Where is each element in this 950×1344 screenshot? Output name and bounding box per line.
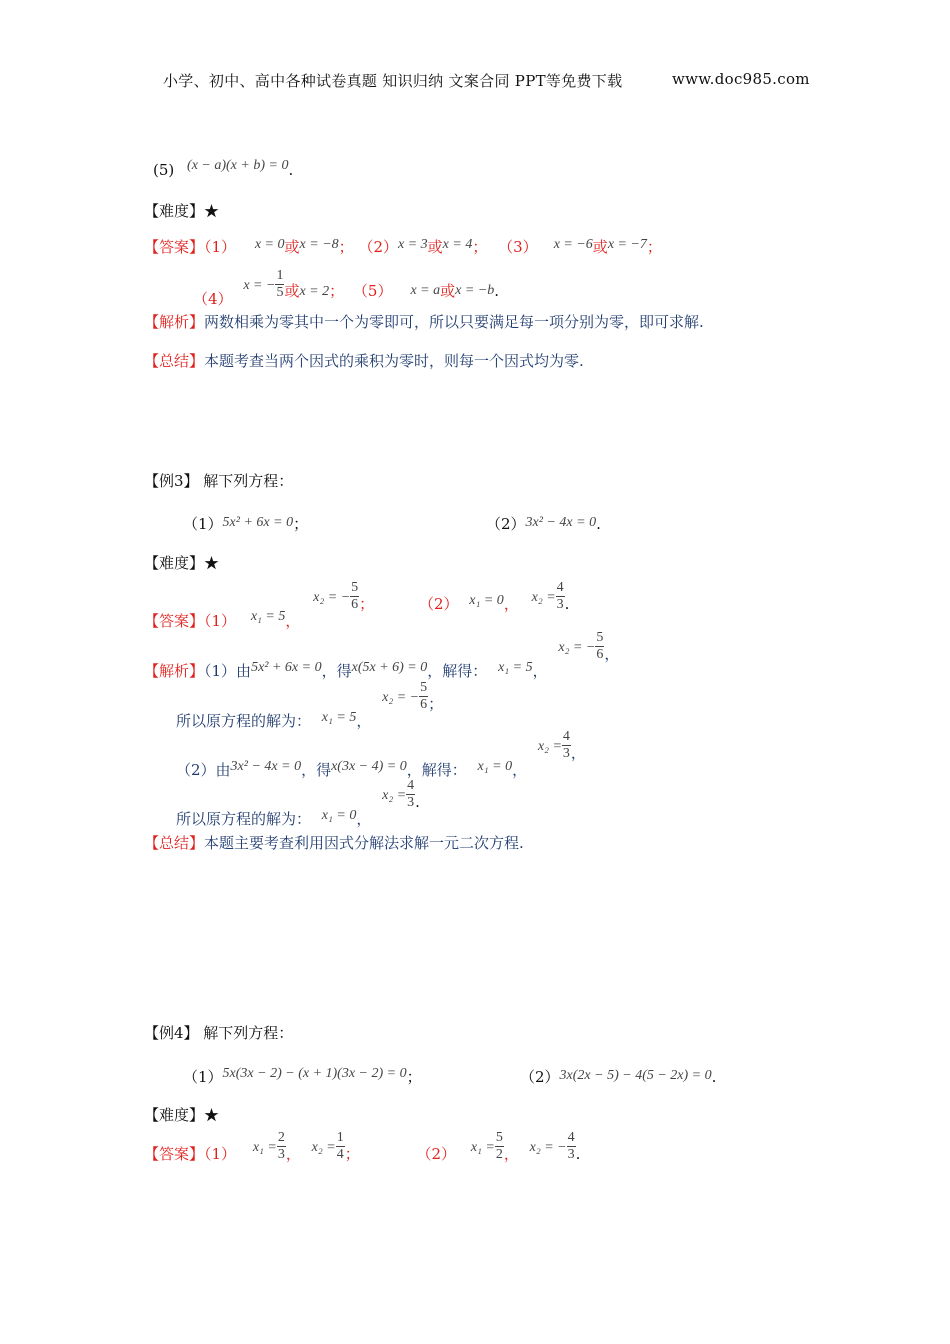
analysis-tag: 【解析】 — [144, 661, 205, 680]
difficulty-label: 【难度】★ — [144, 554, 220, 572]
equation: 5x² + 6x = 0 — [222, 515, 294, 530]
equation: x(5x + 6) = 0 — [351, 659, 428, 675]
answer-line — [144, 236, 662, 257]
text: 所以原方程的解为： — [176, 711, 312, 730]
part-label: （5） — [352, 281, 393, 300]
numerator: 1 — [276, 268, 284, 283]
denominator: 6 — [596, 647, 604, 662]
solution: x = a — [410, 282, 441, 298]
example-4-title: 【例4】 解下列方程： — [144, 1024, 294, 1042]
fraction — [277, 1130, 286, 1163]
denominator: 5 — [276, 285, 284, 300]
text: ，解得： — [427, 661, 488, 680]
period: . — [575, 1144, 581, 1163]
part-label: （1） — [204, 238, 237, 256]
numerator: 4 — [567, 1130, 575, 1145]
example-3-answer — [144, 580, 570, 630]
numerator: 4 — [407, 778, 415, 793]
solution: x = −b — [455, 282, 495, 298]
answer-tag: 【答案】 — [144, 1144, 205, 1163]
solution: x = 0 — [254, 237, 285, 252]
equation: 3x(2x − 5) − 4(5 − 2x) = 0 — [559, 1068, 712, 1083]
denominator: 3 — [567, 1147, 575, 1162]
example-3-analysis-line4 — [176, 778, 420, 828]
example-4-answer — [144, 1130, 580, 1163]
solution-prefix: x₂ = − — [558, 639, 596, 655]
solution: x = −8 — [299, 237, 339, 252]
separator: ， — [512, 760, 528, 779]
header-url: www.doc985.com — [672, 70, 810, 88]
fraction — [419, 680, 428, 713]
difficulty-label: 【难度】★ — [144, 1106, 220, 1124]
separator: ， — [604, 644, 620, 663]
denominator: 2 — [495, 1147, 503, 1162]
part-label: （2） — [416, 1144, 457, 1163]
separator: ； — [646, 238, 662, 256]
denominator: 3 — [562, 746, 570, 761]
denominator: 3 — [407, 795, 415, 810]
text: （1）由 — [204, 661, 252, 680]
or-word: 或 — [284, 281, 300, 300]
solution: x = 3 — [397, 237, 428, 252]
numerator: 2 — [277, 1130, 285, 1145]
solution-prefix: x₂ = — [531, 589, 556, 605]
equation: (x − a)(x + b) = 0 — [187, 158, 289, 173]
example-4-q1 — [183, 1066, 422, 1087]
part-label: （2） — [486, 515, 526, 533]
fraction — [406, 778, 415, 811]
solution: x₁ = 0 — [469, 592, 504, 608]
solution-prefix: x₂ = — [311, 1139, 336, 1155]
numerator: 1 — [336, 1130, 344, 1145]
solution-prefix: x₁ = — [252, 1139, 277, 1155]
numerator: 5 — [420, 680, 428, 695]
analysis-text: 两数相乘为零其中一个为零即可，所以只要满足每一项分别为零，即可求解. — [204, 313, 704, 331]
example-3-q2 — [486, 513, 601, 534]
denominator: 3 — [556, 597, 564, 612]
fraction — [556, 580, 565, 613]
text: ，解得： — [406, 760, 467, 779]
solution-prefix: x₂ = − — [382, 689, 420, 705]
solution: x₁ = 5 — [250, 608, 286, 624]
part-label: （2） — [520, 1068, 560, 1086]
fraction — [567, 1130, 576, 1163]
denominator: 4 — [336, 1147, 344, 1162]
question-label: (5) — [153, 161, 175, 179]
numerator: 5 — [596, 630, 604, 645]
fraction — [562, 729, 571, 762]
separator: ， — [503, 594, 519, 613]
part-label: （1） — [204, 611, 237, 630]
or-word: 或 — [427, 238, 443, 256]
part-label: （1） — [204, 1144, 237, 1163]
separator: ； — [293, 515, 309, 533]
solution-prefix: x₂ = − — [529, 1139, 567, 1155]
text: ，得 — [321, 661, 352, 680]
solution: x₁ = 5 — [321, 709, 357, 725]
fraction — [495, 1130, 504, 1163]
example-3-title: 【例3】 解下列方程： — [144, 472, 294, 490]
solution-prefix: x₂ = — [537, 738, 562, 754]
difficulty-label: 【难度】★ — [144, 202, 220, 220]
equation: 3x² − 4x = 0 — [230, 758, 302, 774]
separator: ， — [285, 1144, 301, 1163]
part-label: （2） — [418, 594, 459, 613]
analysis-tag: 【解析】 — [144, 313, 205, 331]
example-3-q1 — [183, 513, 308, 534]
equation: 3x² − 4x = 0 — [525, 515, 597, 530]
solution-prefix: x₂ = — [382, 787, 407, 803]
period: . — [711, 1068, 717, 1086]
part-label: （3） — [498, 238, 538, 256]
separator: ； — [428, 694, 444, 713]
header-text: 小学、初中、高中各种试卷真题 知识归纳 文案合同 PPT等免费下载 — [163, 72, 623, 90]
separator: ， — [503, 1144, 519, 1163]
solution-prefix: x₂ = − — [313, 589, 351, 605]
fraction — [336, 1130, 345, 1163]
solution: x = −6 — [553, 237, 593, 252]
part-label: （1） — [183, 1068, 223, 1086]
numerator: 4 — [556, 580, 564, 595]
separator: ， — [285, 611, 301, 630]
separator: ； — [344, 1144, 360, 1163]
period: . — [415, 792, 420, 811]
example-3-analysis-line3 — [176, 729, 586, 779]
solution: x = −7 — [607, 237, 647, 252]
solution: x₁ = 0 — [477, 758, 513, 774]
solution-prefix: x₁ = — [470, 1139, 495, 1155]
summary-tag: 【总结】 — [144, 352, 205, 370]
period: . — [494, 281, 500, 300]
text: 所以原方程的解为： — [176, 809, 312, 828]
denominator: 6 — [420, 697, 428, 712]
separator: ； — [472, 238, 488, 256]
text: （2）由 — [176, 760, 231, 779]
period: . — [564, 594, 570, 613]
equation: 5x² + 6x = 0 — [251, 659, 322, 675]
period: . — [596, 515, 601, 533]
solution: x = 4 — [442, 237, 473, 252]
answer-line — [193, 268, 500, 308]
example-3-analysis-line2 — [176, 680, 444, 730]
question-5 — [153, 158, 294, 180]
denominator: 6 — [351, 597, 359, 612]
summary-text: 本题主要考查利用因式分解法求解一元二次方程. — [204, 834, 524, 852]
separator: ； — [406, 1068, 422, 1086]
example-4-q2 — [520, 1066, 716, 1087]
period: . — [288, 161, 294, 179]
separator: ， — [532, 661, 548, 680]
part-label: （1） — [183, 515, 223, 533]
separator: ， — [570, 743, 586, 762]
or-word: 或 — [592, 238, 608, 256]
separator: ； — [359, 594, 375, 613]
separator: ； — [338, 238, 354, 256]
or-word: 或 — [284, 238, 300, 256]
answer-tag: 【答案】 — [144, 611, 205, 630]
solution: x = 2 — [299, 283, 330, 299]
summary-tag: 【总结】 — [144, 834, 205, 852]
part-label: （4） — [193, 289, 233, 308]
separator: ， — [356, 809, 372, 828]
summary-text: 本题考查当两个因式的乘积为零时，则每一个因式均为零. — [204, 352, 584, 370]
answer-tag: 【答案】 — [144, 238, 205, 256]
equation: x(3x − 4) = 0 — [331, 758, 407, 774]
numerator: 4 — [562, 729, 570, 744]
text: ，得 — [301, 760, 332, 779]
fraction — [350, 580, 359, 613]
numerator: 5 — [495, 1130, 503, 1145]
example-3-summary — [144, 832, 524, 853]
part-label: （2） — [358, 238, 398, 256]
example-3-analysis-line1 — [144, 630, 620, 680]
denominator: 3 — [277, 1147, 285, 1162]
numerator: 5 — [351, 580, 359, 595]
solution: x₁ = 5 — [498, 659, 533, 675]
summary-block — [144, 350, 584, 371]
solution: x₁ = 0 — [321, 807, 357, 823]
separator: ； — [329, 281, 345, 300]
equation: 5x(3x − 2) − (x + 1)(3x − 2) = 0 — [222, 1066, 407, 1081]
analysis-block — [144, 311, 704, 332]
solution-prefix: x = − — [243, 277, 276, 293]
separator: ， — [356, 711, 372, 730]
or-word: 或 — [440, 281, 456, 300]
